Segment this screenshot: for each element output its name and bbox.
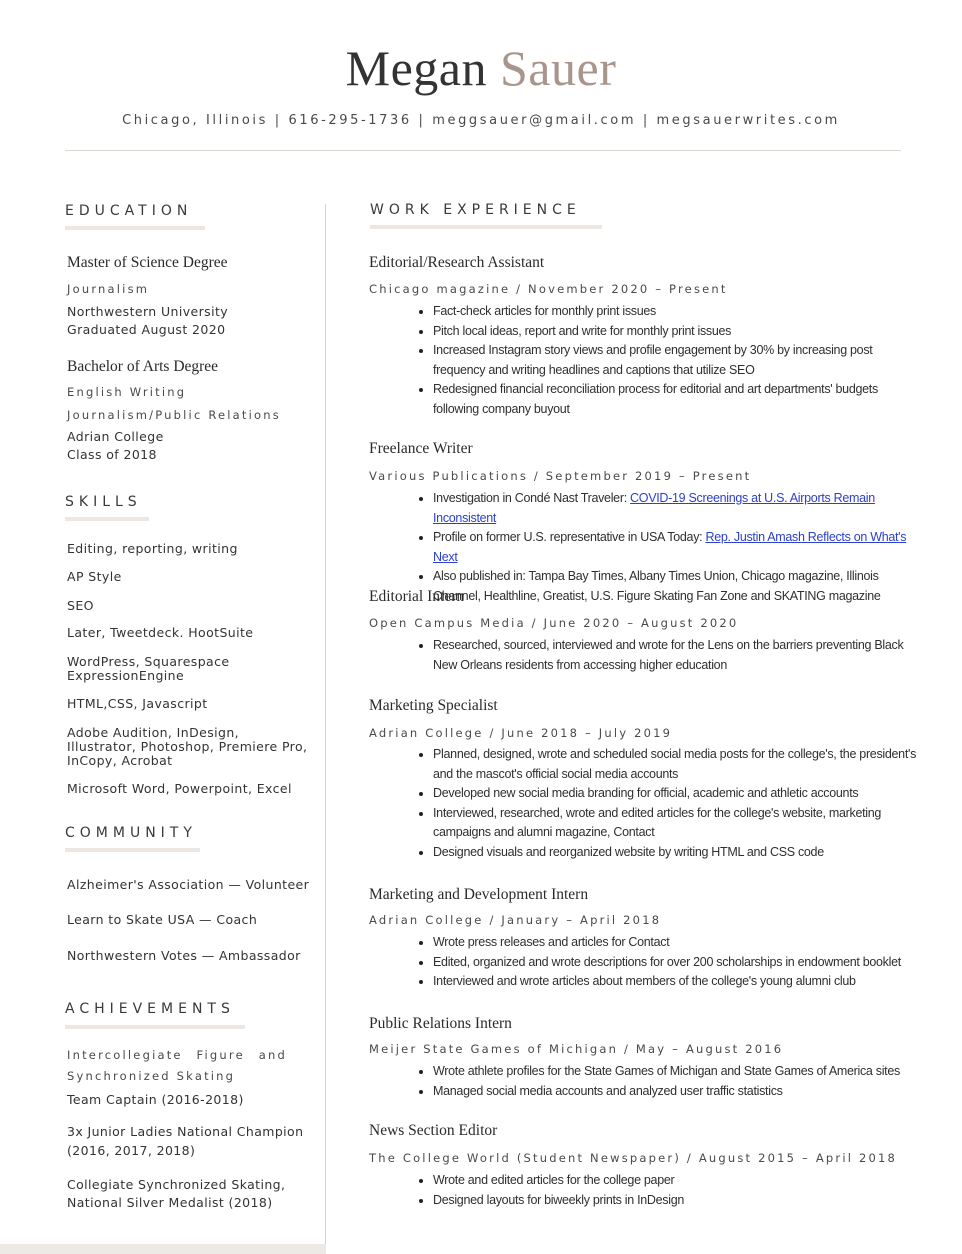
skill-item: Illustrator, Photoshop, Premiere Pro, [67, 739, 308, 754]
degree-field: English Writing [67, 385, 187, 399]
job-title: Editorial/Research Assistant [369, 254, 545, 271]
bullet-text: Investigation in Condé Nast Traveler: [433, 491, 631, 505]
skill-item: HTML,CSS, Javascript [67, 696, 208, 711]
degree-field: Journalism [67, 282, 150, 296]
school-name: Northwestern University [67, 304, 229, 319]
job-bullets [414, 933, 924, 992]
job-bullets [414, 636, 924, 675]
achievements-underline [65, 1025, 245, 1029]
job-meta: Various Publications / September 2019 – Present [369, 469, 752, 483]
achievement-line: (2016, 2017, 2018) [67, 1143, 196, 1158]
job-meta: The College World (Student Newspaper) / August 2015 – April 2018 [369, 1151, 898, 1165]
skill-item: Editing, reporting, writing [67, 541, 238, 556]
achievement-line: Collegiate Synchronized Skating, [67, 1177, 286, 1192]
bullet-item: Managed social media accounts and analyzed user traffic statistics [414, 1082, 924, 1102]
bullet-item: Developed new social media branding for official, academic and athletic accounts [414, 784, 924, 804]
bullet-text: Profile on former U.S. representative in USA Today: [433, 530, 706, 544]
article-link[interactable]: Rep. Justin Amash Reflects on What's Next [433, 530, 907, 564]
job-bullets [414, 489, 924, 606]
bullet-item: Increased Instagram story views and profile engagement by 30% by increasing post frequency and writing headlines and captions that utilize SEO [414, 341, 924, 380]
skill-item: Later, Tweetdeck. HootSuite [67, 625, 254, 640]
bullet-item: Designed visuals and reorganized website by writing HTML and CSS code [414, 843, 924, 863]
header-divider [65, 150, 901, 151]
job-meta: Open Campus Media / June 2020 – August 2020 [369, 616, 739, 630]
job-title: Public Relations Intern [369, 1015, 512, 1032]
community-item: Learn to Skate USA — Coach [67, 912, 258, 927]
bullet-item: Planned, designed, wrote and scheduled social media posts for the college's, the president's and the mascot's official social media accounts [414, 745, 924, 784]
degree-title: Bachelor of Arts Degree [67, 358, 219, 375]
education-underline [65, 226, 205, 230]
work-experience-underline [370, 225, 602, 229]
job-bullets [414, 302, 924, 419]
degree-title: Master of Science Degree [67, 254, 228, 271]
job-title: News Section Editor [369, 1122, 498, 1139]
bullet-item: Redesigned financial reconciliation process for editorial and art departments' budgets following company buyout [414, 380, 924, 419]
skill-item: Adobe Audition, InDesign, [67, 725, 240, 740]
bullet-item: Pitch local ideas, report and write for monthly print issues [414, 322, 924, 342]
job-bullets [414, 1171, 924, 1210]
bullet-item: Edited, organized and wrote descriptions for over 200 scholarships in endowment booklet [414, 953, 924, 973]
achievement-line: 3x Junior Ladies National Champion [67, 1124, 304, 1139]
achievements-heading: ACHIEVEMENTS [65, 1001, 235, 1017]
bullet-item: Wrote athlete profiles for the State Games of Michigan and State Games of America sites [414, 1062, 924, 1082]
school-name: Adrian College [67, 429, 164, 444]
skill-item: WordPress, Squarespace [67, 654, 230, 669]
job-title: Editorial Intern [369, 588, 465, 605]
achievement-line: Synchronized Skating [67, 1069, 236, 1083]
bullet-item: Interviewed and wrote articles about members of the college's young alumni club [414, 972, 924, 992]
skill-item: Microsoft Word, Powerpoint, Excel [67, 781, 292, 796]
education-heading: EDUCATION [65, 203, 193, 219]
work-experience-heading: WORK EXPERIENCE [370, 202, 581, 218]
bullet-item: Also published in: Tampa Bay Times, Albany Times Union, Chicago magazine, Illinois Channel, Healthline, Greatist, U.S. Figure Skating Fan Zone and SKATING magazine [414, 567, 924, 606]
community-heading: COMMUNITY [65, 825, 197, 841]
job-meta: Meijer State Games of Michigan / May – August 2016 [369, 1042, 784, 1056]
skill-item: ExpressionEngine [67, 668, 185, 683]
community-item: Alzheimer's Association — Volunteer [67, 877, 310, 892]
bullet-item [414, 528, 924, 567]
community-underline [65, 848, 200, 852]
graduation-date: Class of 2018 [67, 447, 157, 462]
community-item: Northwestern Votes — Ambassador [67, 948, 301, 963]
job-meta: Chicago magazine / November 2020 – Present [369, 282, 728, 296]
achievement-line: Intercollegiate Figure and [67, 1048, 287, 1062]
skills-underline [65, 517, 149, 521]
bullet-item: Researched, sourced, interviewed and wrote for the Lens on the barriers preventing Black New Orleans residents from accessing higher education [414, 636, 924, 675]
article-link[interactable]: COVID-19 Screenings at U.S. Airports Remain Inconsistent [433, 491, 875, 525]
job-bullets [414, 1062, 924, 1101]
bullet-item [414, 489, 924, 528]
bullet-item: Wrote press releases and articles for Contact [414, 933, 924, 953]
bullet-item: Fact-check articles for monthly print issues [414, 302, 924, 322]
bullet-item: Wrote and edited articles for the college paper [414, 1171, 924, 1191]
job-meta: Adrian College / June 2018 – July 2019 [369, 726, 673, 740]
degree-field: Journalism/Public Relations [67, 408, 281, 422]
column-divider [325, 204, 326, 1254]
bullet-item: Designed layouts for biweekly prints in InDesign [414, 1191, 924, 1211]
last-name: Sauer [500, 40, 617, 96]
achievement-line: Team Captain (2016-2018) [67, 1092, 244, 1107]
job-meta: Adrian College / January – April 2018 [369, 913, 662, 927]
first-name: Megan [345, 40, 487, 96]
graduation-date: Graduated August 2020 [67, 322, 226, 337]
candidate-name [0, 38, 962, 98]
job-title: Marketing and Development Intern [369, 886, 589, 903]
job-title: Freelance Writer [369, 440, 473, 457]
skill-item: InCopy, Acrobat [67, 753, 173, 768]
bullet-item: Interviewed, researched, wrote and edited articles for the college's website, marketing campaigns and alumni magazine, Contact [414, 804, 924, 843]
job-title: Marketing Specialist [369, 697, 498, 714]
footer-band [0, 1244, 326, 1254]
job-bullets [414, 745, 924, 862]
achievement-line: National Silver Medalist (2018) [67, 1195, 273, 1210]
contact-line: Chicago, Illinois | 616-295-1736 | meggsauer@gmail.com | megsauerwrites.com [122, 113, 840, 128]
skill-item: AP Style [67, 569, 122, 584]
skills-heading: SKILLS [65, 494, 142, 510]
skill-item: SEO [67, 598, 94, 613]
